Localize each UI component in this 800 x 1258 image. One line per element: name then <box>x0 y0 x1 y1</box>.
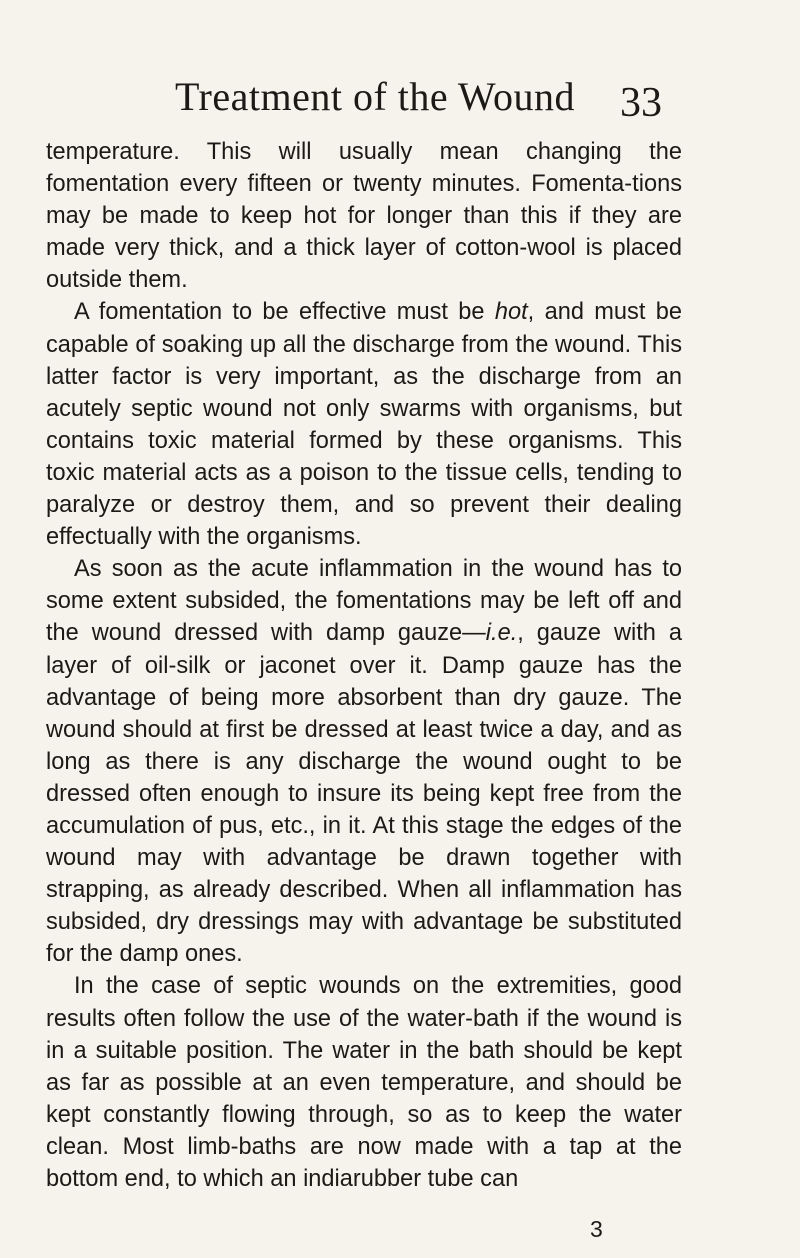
signature-mark: 3 <box>590 1216 603 1242</box>
body-text <box>46 136 682 1195</box>
page-number: 33 <box>620 80 662 126</box>
running-title: Treatment of the Wound <box>175 74 575 119</box>
paragraph-3-text-a: As soon as the acute inflammation in the wound has to some extent subsided, the fomentations may be left off and the wound dressed with damp gauze— <box>46 556 682 647</box>
emphasis-hot: hot <box>494 299 528 326</box>
paragraph-4: In the case of septic wounds on the extremities, good results often follow the use of the water-bath if the wound is in a suitable position. The water in the bath should be kept as far as possible at an even temperature, and should be kept constantly flowing through, so as to keep the water clean. Most limb-baths are now made with a tap at the bottom end, to which an indiarubber tube can <box>46 973 682 1192</box>
paragraph-2 <box>46 296 682 553</box>
paragraph-2-text-a: A fomentation to be effective must be <box>74 299 495 326</box>
paragraph-1: temperature. This will usually mean changing the fomentation every fifteen or twenty minutes. Fomenta-tions may be made to keep hot for longer than this if they are made very thick, and a thick layer of cotton-wool is placed outside them. <box>46 139 682 294</box>
emphasis-ie: i.e. <box>485 620 518 647</box>
paragraph-3 <box>46 553 682 970</box>
paragraph-3-text-b: , gauze with a layer of oil-silk or jaconet over it. Damp gauze has the advantage of being more absorbent than dry gauze. The wound should at first be dressed at least twice a day, and as long as there is any discharge the wound ought to be dressed often enough to insure its being kept free from the accumulation of pus, etc., in it. At this stage the edges of the wound may with advantage be drawn together with strapping, as already described. When all inflammation has subsided, dry dressings may with advantage be substituted for the damp ones. <box>46 620 682 968</box>
paragraph-2-text-b: , and must be capable of soaking up all the discharge from the wound. This latter factor is very important, as the discharge from an acutely septic wound not only swarms with organisms, but contains toxic material formed by these organisms. This toxic material acts as a poison to the tissue cells, tending to paralyze or destroy them, and so prevent their dealing effectually with the organisms. <box>46 299 682 551</box>
running-header <box>0 74 800 124</box>
